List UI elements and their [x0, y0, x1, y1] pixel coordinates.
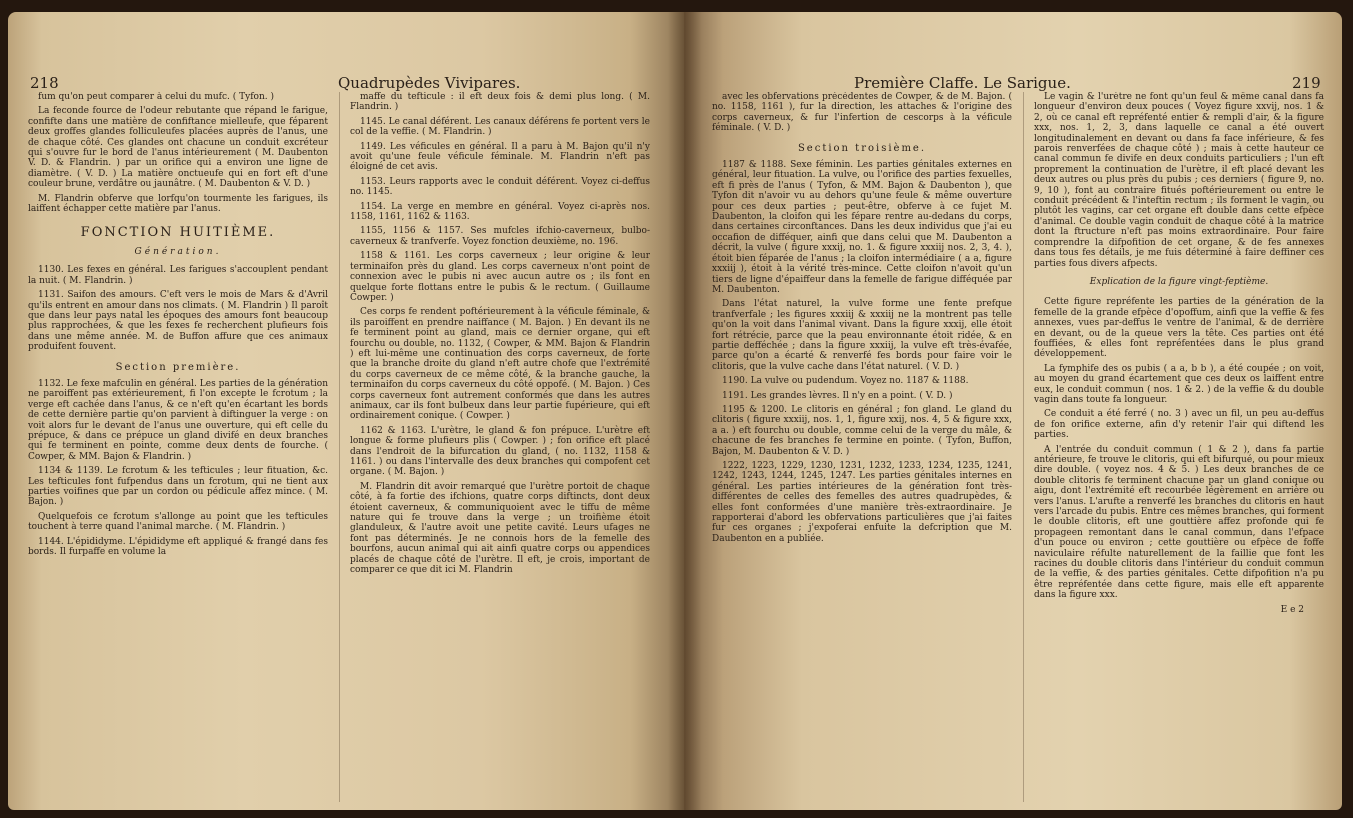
paragraph: 1187 & 1188. Sexe féminin. Les parties génitales externes en général, leur fituation. La vulve, ou l'orifice des parties fexuelles, eft fi près de l'anus ( Tyfon, & MM. Bajon & Daubenton ), que Tyfon dit n'avoir vu au dehors qu'une feule & même ouverture pour ces deux parties ; peut-être, obferve à ce fujet M. Daubenton, la cloifon qui les fépare rentre au-dedans du corps, dans certaines circonftances. Dans les deux individus que j'ai eu occafion de difféquer, ainfi que dans celui que M. Daubenton a décrit, la vulve ( figure xxxij, no. 1. & figure xxxiij nos. 2, 3, 4. ), étoit bien féparée de l'anus ; la cloifon intermédiaire ( a a, figure xxxiij ), étoit à la vérité très-mince. Cette cloifon n'avoit qu'un tiers de ligne d'épaiffeur dans la femelle de farigue difféquée par M. Daubenton.	[712, 160, 1012, 295]
paragraph: Quelquefois ce fcrotum s'allonge au point que les tefticules touchent à terre quand l'animal marche. ( M. Flandrin. )	[28, 511, 328, 533]
paragraph: 1131. Saifon des amours. C'eft vers le mois de Mars & d'Avril qu'ils entrent en amour dans nos climats. ( M. Flandrin ) Il paroît que dans leur pays natal les époques des amours font beaucoup plus rapprochées, & que les fexes fe recherchent plufieurs fois dans une même année. M. de Buffon affure que ces animaux produifent fouvent.	[28, 290, 328, 353]
figure-caption: Explication de la figure vingt-feptième.	[1089, 276, 1269, 287]
paragraph: 1149. Les véficules en général. Il a paru à M. Bajon qu'il n'y avoit qu'une feule véficule féminale. M. Flandrin n'eft pas éloigné de cet avis.	[350, 141, 650, 173]
paragraph: M. Flandrin dit avoir remarqué que l'urètre portoit de chaque côté, à fa fortie des ifchions, quatre corps diftincts, dont deux étoient caverneux, & communiquoient avec le tiffu de même nature qui fe trouve dans la verge ; un troifième étoit glanduleux, & l'autre avoit une petite cavité. Leurs ufages ne font pas déterminés. Je ne connois hors de la femelle des bourfons, aucun animal qui ait ainfi quatre corps ou appendices placés de chaque côté de l'urètre. Il eft, je crois, important de comparer ce que dit ici M. Flandrin	[350, 481, 650, 576]
paragraph: 1158 & 1161. Les corps caverneux ; leur origine & leur terminaifon près du gland. Les corps caverneux n'ont point de connexion avec le pubis ni avec aucun autre os ; ils font en quelque forte flottans entre le pubis & le rectum. ( Guillaume Cowper. )	[350, 251, 650, 303]
paragraph: La feconde fource de l'odeur rebutante que répand le farigue, confifte dans une matière de confiftance mielleufe, que féparent deux groffes glandes folliculeufes placées auprès de l'anus, une de chaque côté. Ces glandes ont chacune un conduit excréteur qui s'ouvre fur le bord de l'anus intérieurement ( M. Daubenton V. D. & Flandrin. ) par un orifice qui a environ une ligne de diamètre. ( V. D. ) La matière onctueufe qui en fort eft d'une couleur brune, verdâtre ou jaunâtre. ( M. Daubenton & V. D. )	[28, 106, 328, 190]
paragraph: Cette figure repréfente les parties de la génération de la femelle de la grande efpèce d'opoffum, ainfi que la veffie & fes annexes, vues par-deffus le ventre de l'animal, & de derrière en devant, ou de la queue vers la tête. Ces parties ont été fouffiées, & elles font repréfentées dans le plus grand développement.	[1034, 297, 1324, 360]
paragraph: 1195 & 1200. Le clitoris en général ; fon gland. Le gland du clitoris ( figure xxxiij, nos. 1, 1, figure xxij, nos. 4, 5 & figure xxx, a a. ) eft fourchu ou double, comme celui de la verge du mâle, & chacune de fes branches fe termine en pointe. ( Tyfon, Buffon, Bajon, M. Daubenton & V. D. )	[712, 404, 1012, 457]
right-column-1	[712, 92, 1012, 802]
right-page	[684, 12, 1342, 810]
paragraph: 1191. Les grandes lèvres. Il n'y en a point. ( V. D. )	[722, 390, 953, 401]
section-heading: Section troisième.	[797, 142, 927, 154]
paragraph: Ces corps fe rendent poftérieurement à la véficule féminale, & ils paroiffent en prendre naiffance ( M. Bajon. ) En devant ils ne fe terminent point au gland, mais ce dernier organe, qui eft fourchu ou double, no. 1132, ( Cowper, & MM. Bajon & Flandrin ) eft lui-même une continuation des corps caverneux, de forte que la branche droite du gland n'eft autre chofe que l'extrémité du corps caverneux de ce même côté, & la branche gauche, la terminaifon du corps caverneux du côté oppofé. ( M. Bajon. ) Ces corps caverneux font autrement conformés que dans les autres animaux, car ils font bulbeux dans leur partie fupérieure, qui eft ordinairement conique. ( Cowper. )	[350, 307, 650, 422]
paragraph: fum qu'on peut comparer à celui du mufc. ( Tyfon. )	[38, 92, 274, 102]
paragraph: 1154. La verge en membre en général. Voyez ci-après nos. 1158, 1161, 1162 & 1163.	[350, 201, 650, 223]
paragraph: A l'entrée du conduit commun ( 1 & 2 ), dans fa partie antérieure, fe trouve le clitoris, qui eft bifurqué, ou pour mieux dire double. ( voyez nos. 4 & 5. ) Les deux branches de ce double clitoris fe terminent chacune par un gland conique ou aigu, dont l'extrémité eft recourbée légèrement en arrière ou vers l'anus. L'arufte a renverfé les branches du clitoris en haut vers l'arcade du pubis. Entre ces mêmes branches, qui forment le double clitoris, eft une gouttière affez profonde qui fe propageen remontant dans le canal commun, dans l'efpace d'un pouce ou environ ; cette gouttière ou efpèce de foffe naviculaire réfulte naturellement de la faillie que font les racines du double clitoris dans l'intérieur du conduit commun de la veffie, & des parties génitales. Cette difpofition n'a pu être repréfentée dans cette figure, mais elle eft apparente dans la figure xxx.	[1034, 444, 1324, 601]
paragraph: 1130. Les fexes en général. Les farigues s'accouplent pendant la nuit. ( M. Flandrin. )	[28, 265, 328, 286]
paragraph: 1190. La vulve ou pudendum. Voyez no. 1187 & 1188.	[722, 376, 969, 387]
right-page-number: 219	[1292, 74, 1321, 92]
paragraph: 1134 & 1139. Le fcrotum & les tefticules ; leur fituation, &c. Les tefticules font fufpendus dans un fcrotum, qui ne tient aux parties voifines que par un cordon ou pédicule affez mince. ( M. Bajon. )	[28, 466, 328, 508]
paragraph: M. Flandrin obferve que lorfqu'on tourmente les farigues, ils laiffent échapper cette matière par l'anus.	[28, 193, 328, 215]
left-page-number: 218	[30, 74, 59, 92]
running-title-text: Première Claffe. Le Sarigue.	[854, 74, 1071, 92]
paragraph: 1144. L'épididyme. L'épididyme eft appliqué & frangé dans fes bords. Il furpaffe en volume la	[28, 536, 328, 558]
section-heading: FONCTION HUITIÈME.	[80, 225, 276, 241]
left-running-title: Quadrupèdes Vivipares.	[338, 74, 521, 92]
paragraph: Le vagin & l'urètre ne font qu'un feul & même canal dans fa longueur d'environ deux pouces ( Voyez figure xxvij, nos. 1 & 2, où ce canal eft repréfenté entier & rempli d'air, & la figure xxx, nos. 1, 2, 3, dans laquelle ce canal a été ouvert longitudinalement en devant ou dans fa face inférieure, & fes parois renverfées de chaque côté ) ; mais à cette hauteur ce canal commun fe divife en deux conduits particuliers ; l'un eft proprement la continuation de l'urètre, il eft placé devant les deux autres ou plus près du pubis ; ces derniers ( figure 9, no. 9, 10 ), font au contraire fitués poftérieurement ou entre le conduit précédent & l'inteftin rectum ; ils forment le vagin, ou plutôt les vagins, car cet organe eft double dans cette efpèce d'animal. Ce double vagin conduit de chaque côté à la matrice dont la ftructure n'eft pas moins extraordinaire. Pour faire comprendre la difpofition de cet organe, & de fes annexes dans tous fes détails, je me fuis déterminé à faire deffiner ces parties fous divers afpects.	[1034, 92, 1324, 269]
book-gutter	[668, 12, 702, 810]
paragraph: 1153. Leurs rapports avec le conduit déférent. Voyez ci-deffus no. 1145.	[350, 176, 650, 198]
column-rule	[339, 92, 340, 802]
paragraph: La fymphife des os pubis ( a a, b b ), a été coupée ; on voit, au moyen du grand écartement que ces deux os laiffent entre eux, le conduit commun ( nos. 1 & 2. ) de la veffie & du double vagin dans toute fa longueur.	[1034, 363, 1324, 405]
paragraph: 1145. Le canal déférent. Les canaux déférens fe portent vers le col de la veffie. ( M. Flandrin. )	[350, 116, 650, 138]
right-column-2	[1034, 92, 1324, 802]
paragraph: maffe du tefticule : il eft deux fois & demi plus long. ( M. Flandrin. )	[350, 92, 650, 113]
paragraph: 1222, 1223, 1229, 1230, 1231, 1232, 1233, 1234, 1235, 1241, 1242, 1243, 1244, 1245, 1247. Les parties génitales internes en général. Les parties intérieures de la génération font très-différentes de celles des femelles des autres quadrupèdes, & elles font conformées d'une manière très-extraordinaire. Je rapporterai d'abord les obfervations particulières que j'ai faites fur ces organes ; j'expoferai enfuite la defcription que M. Daubenton en a publiée.	[712, 461, 1012, 544]
book-spread	[8, 12, 1342, 812]
column-rule	[1023, 92, 1024, 802]
subheading: Génération.	[134, 246, 222, 257]
paragraph: 1132. Le fexe mafculin en général. Les parties de la génération ne paroiffent pas extérieurement, fi l'on excepte le fcrotum ; la verge eft cachée dans l'anus, & ce n'eft qu'en écartant les bords de cette dernière partie qu'on parvient à diftinguer la verge : on voit alors fur le devant de l'anus une ouverture, qui eft celle du prépuce, & dans ce prépuce un gland divifé en deux branches qui fe terminent en pointe, comme deux dents de fourche. ( Cowper, & MM. Bajon & Flandrin. )	[28, 378, 328, 462]
paragraph: Ce conduit a été ferré ( no. 3 ) avec un fil, un peu au-deffus de fon orifice externe, afin d'y retenir l'air qui diftend les parties.	[1034, 409, 1324, 441]
paragraph: 1155, 1156 & 1157. Ses mufcles ifchio-caverneux, bulbo-caverneux & tranfverfe. Voyez fonction deuxième, no. 196.	[350, 226, 650, 247]
section-heading: Section première.	[115, 361, 241, 373]
left-column-2	[350, 92, 650, 802]
signature-mark: E e 2	[1280, 604, 1304, 615]
paragraph: avec les obfervations précédentes de Cowper, & de M. Bajon. ( no. 1158, 1161 ), fur la direction, les attaches & l'origine des corps caverneux, & fur l'infertion de cescorps à la véficule féminale. ( V. D. )	[712, 92, 1012, 134]
paragraph: Dans l'état naturel, la vulve forme une fente prefque tranfverfale ; les figures xxxiij & xxxiij ne la montrent pas telle qu'on la voit dans l'animal vivant. Dans la figure xxxij, elle étoit fort rétrécie, parce que la peau environnante étoit ridée, & en partie defféchée ; dans la figure xxxiij, la vulve eft très-évafée, parce qu'on a écarté & renverfé fes bords pour faire voir le clitoris, que la vulve cache dans l'état naturel. ( V. D. )	[712, 299, 1012, 372]
left-page	[8, 12, 684, 810]
paragraph: 1162 & 1163. L'urètre, le gland & fon prépuce. L'urètre eft longue & forme plufieurs plis ( Cowper. ) ; fon orifice eft placé dans l'endroit de la bifurcation du gland, ( no. 1132, 1158 & 1161. ) ou dans l'intervalle des deux branches qui compofent cet organe. ( M. Bajon. )	[350, 425, 650, 478]
left-column-1	[28, 92, 328, 802]
right-running-title	[854, 74, 1071, 92]
